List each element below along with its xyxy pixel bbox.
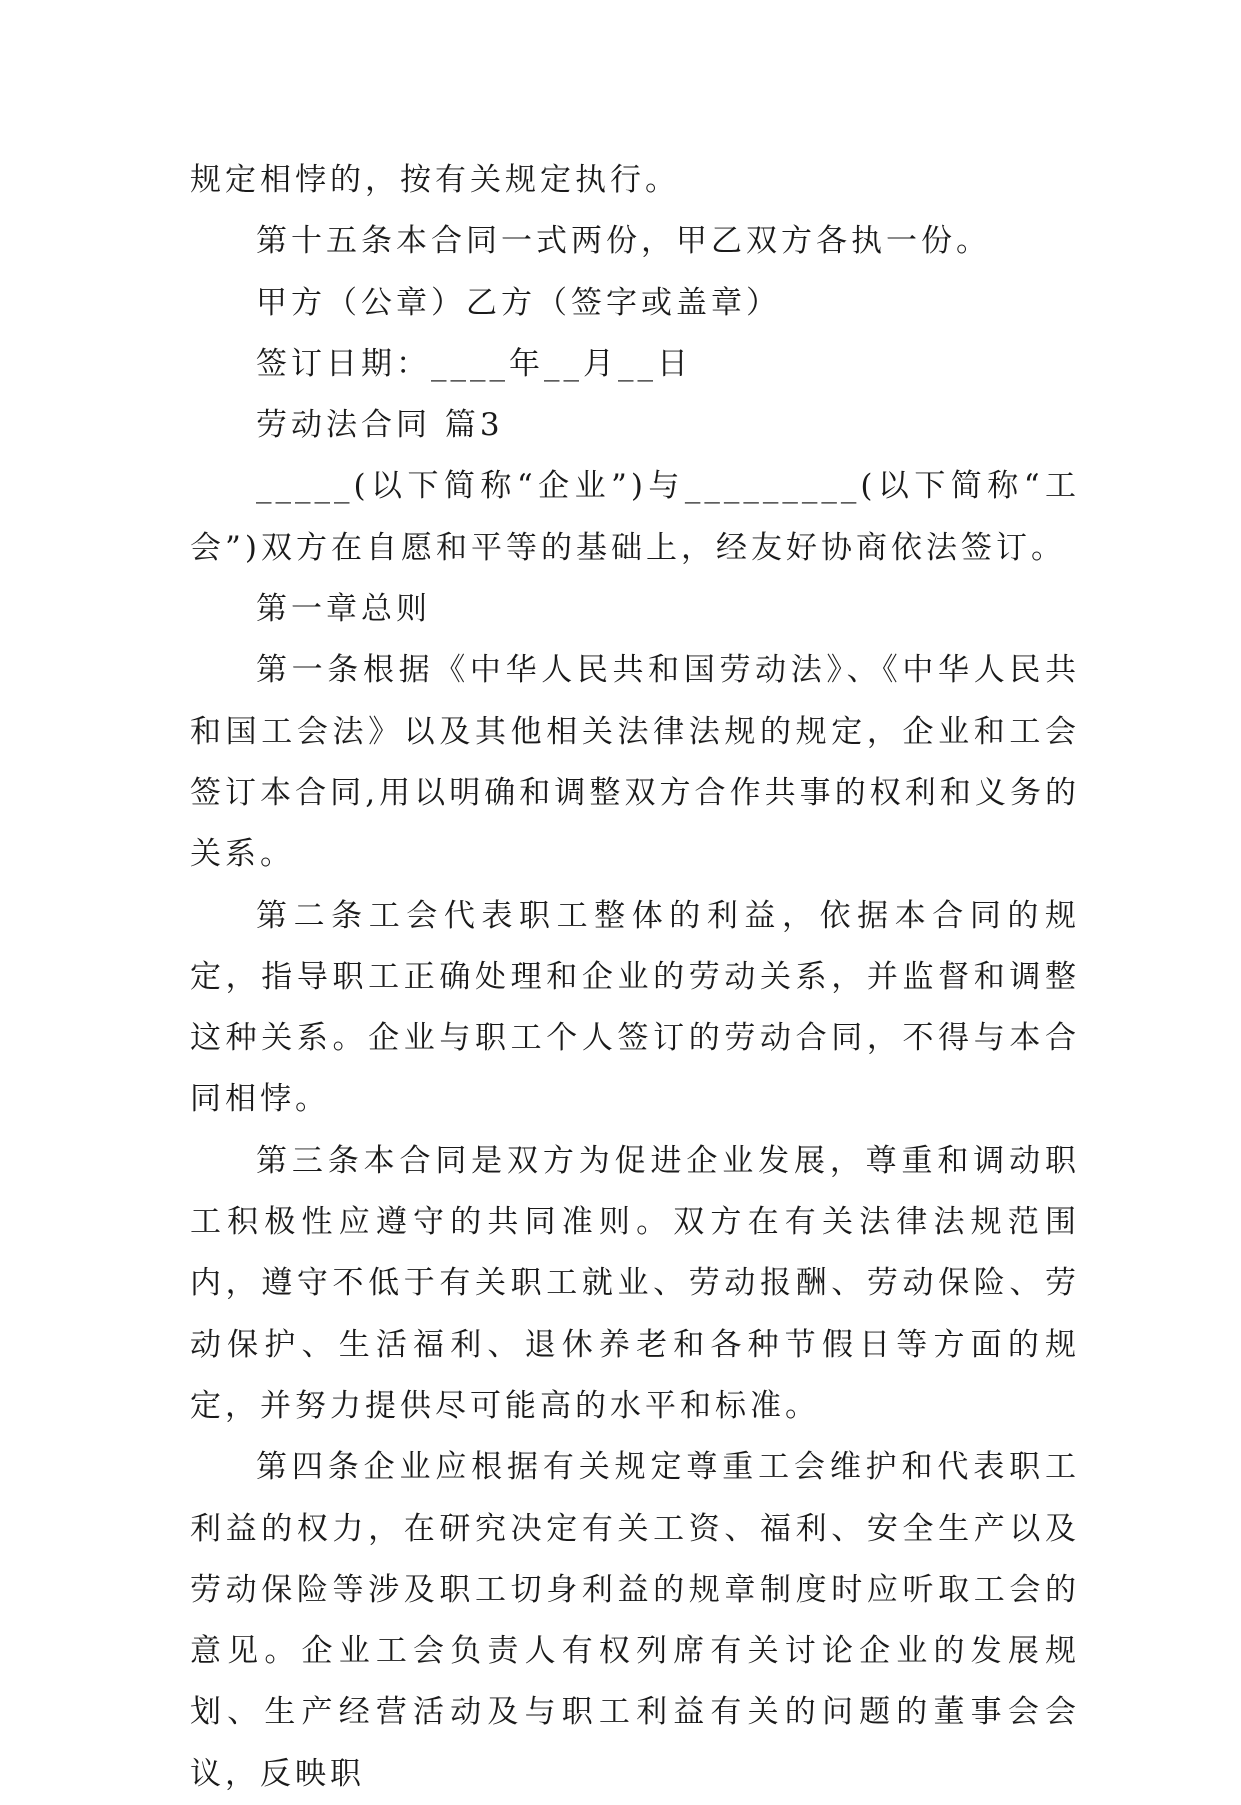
paragraph-article-4: 第四条企业应根据有关规定尊重工会维护和代表职工利益的权力，在研究决定有关工资、福利、安全生产以及劳动保险等涉及职工切身利益的规章制度时应听取工会的意见。企业工会负责人有权列席有关讨论企业的发展规划、生产经营活动及与职工利益有关的问题的董事会会议，反映职 (190, 1449, 1080, 1792)
paragraph-signatures: 甲方（公章）乙方（签字或盖章） (256, 284, 781, 321)
paragraph-article-1: 第一条根据《中华人民共和国劳动法》、《中华人民共和国工会法》以及其他相关法律法规的规定，企业和工会签订本合同,用以明确和调整双方合作共事的权利和义务的关系。 (190, 652, 1080, 873)
paragraph-article-2: 第二条工会代表职工整体的利益，依据本合同的规定，指导职工正确处理和企业的劳动关系，并监督和调整这种关系。企业与职工个人签订的劳动合同，不得与本合同相悖。 (190, 897, 1080, 1118)
document-page (190, 150, 1080, 1805)
paragraph-sign-date: 签订日期：____年__月__日 (256, 345, 692, 382)
paragraph-continuation: 规定相悖的，按有关规定执行。 (190, 162, 680, 198)
paragraph-preamble: _____(以下简称“企业”)与_________(以下简称“工会”)双方在自愿和平等的基础上，经友好协商依法签订。 (190, 468, 1080, 566)
chapter-heading: 第一章总则 (256, 591, 431, 628)
section-heading: 劳动法合同 篇3 (256, 407, 504, 444)
paragraph-article-15: 第十五条本合同一式两份，甲乙双方各执一份。 (256, 223, 991, 260)
paragraph-article-3: 第三条本合同是双方为促进企业发展，尊重和调动职工积极性应遵守的共同准则。双方在有关法律法规范围内，遵守不低于有关职工就业、劳动报酬、劳动保险、劳动保护、生活福利、退休养老和各种节假日等方面的规定，并努力提供尽可能高的水平和标准。 (190, 1142, 1080, 1424)
